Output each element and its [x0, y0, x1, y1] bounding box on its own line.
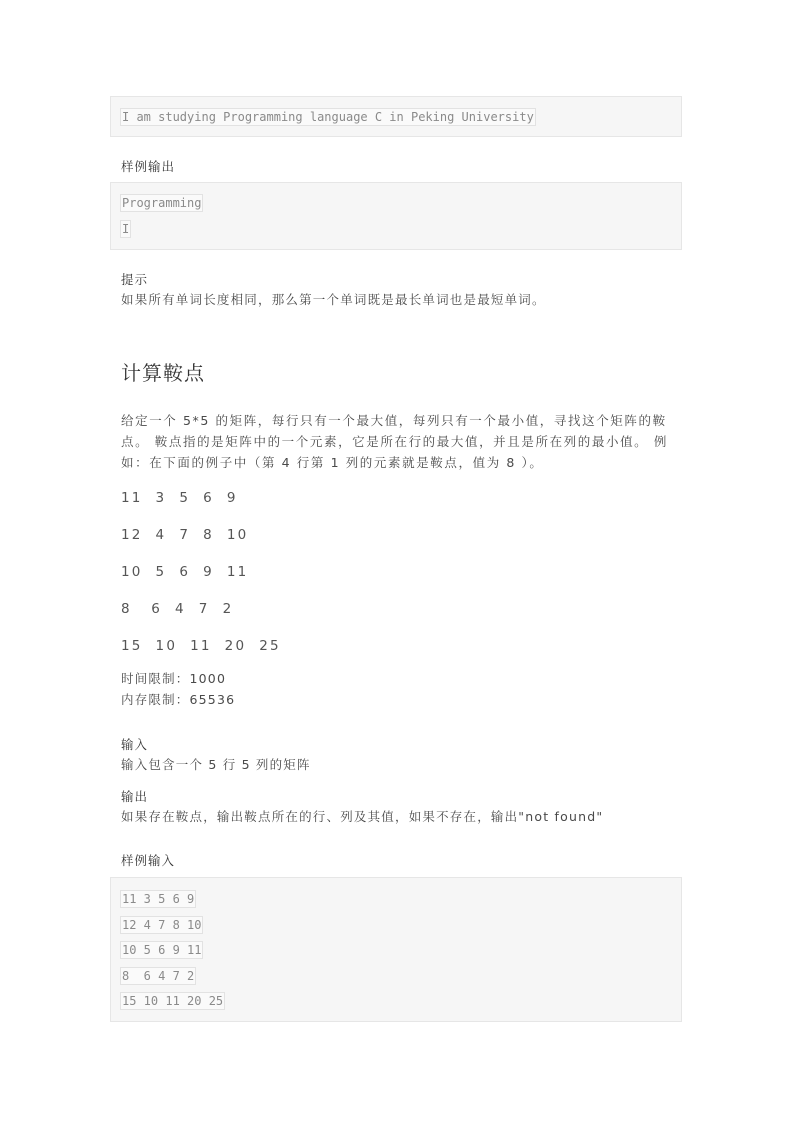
sample-input-code-block — [110, 877, 682, 1022]
description-line: 点。 鞍点指的是矩阵中的一个元素，它是所在行的最大值，并且是所在列的最小值。 例 — [121, 434, 668, 449]
problem-description — [121, 410, 677, 473]
description-line: 给定一个 5*5 的矩阵，每行只有一个最大值，每列只有一个最小值，寻找这个矩阵的鞍 — [121, 413, 667, 428]
matrix-row: 15 10 11 20 25 — [121, 638, 281, 654]
sample-output-code-block — [110, 182, 682, 250]
code-line: 10 5 6 9 11 — [122, 943, 202, 957]
problem-title: 计算鞍点 — [121, 361, 205, 385]
sample-output-label: 样例输出 — [121, 159, 176, 174]
code-line: 8 6 4 7 2 — [122, 969, 195, 983]
code-line: 11 3 5 6 9 — [122, 892, 195, 906]
code-line: I — [122, 222, 130, 236]
hint-label: 提示 — [121, 272, 149, 287]
input-text: 输入包含一个 5 行 5 列的矩阵 — [121, 757, 311, 772]
matrix-row: 11 3 5 6 9 — [121, 490, 238, 506]
time-limit: 时间限制：1000 — [121, 671, 227, 686]
code-line: I am studying Programming language C in Peking University — [122, 110, 534, 124]
memory-limit: 内存限制：65536 — [121, 692, 236, 707]
input-label: 输入 — [121, 737, 149, 752]
matrix-row: 8 6 4 7 2 — [121, 601, 234, 617]
output-text: 如果存在鞍点，输出鞍点所在的行、列及其值，如果不存在，输出"not found" — [121, 809, 604, 824]
matrix-row: 12 4 7 8 10 — [121, 527, 249, 543]
sample-input-code-block — [110, 96, 682, 137]
code-line: 15 10 11 20 25 — [122, 994, 224, 1008]
hint-text: 如果所有单词长度相同，那么第一个单词既是最长单词也是最短单词。 — [121, 292, 546, 307]
description-line: 如：在下面的例子中（第 4 行第 1 列的元素就是鞍点，值为 8 ）。 — [121, 455, 544, 470]
sample-input-label: 样例输入 — [121, 853, 176, 868]
code-line: 12 4 7 8 10 — [122, 918, 202, 932]
code-line: Programming — [122, 196, 202, 210]
output-label: 输出 — [121, 789, 149, 804]
matrix-row: 10 5 6 9 11 — [121, 564, 249, 580]
